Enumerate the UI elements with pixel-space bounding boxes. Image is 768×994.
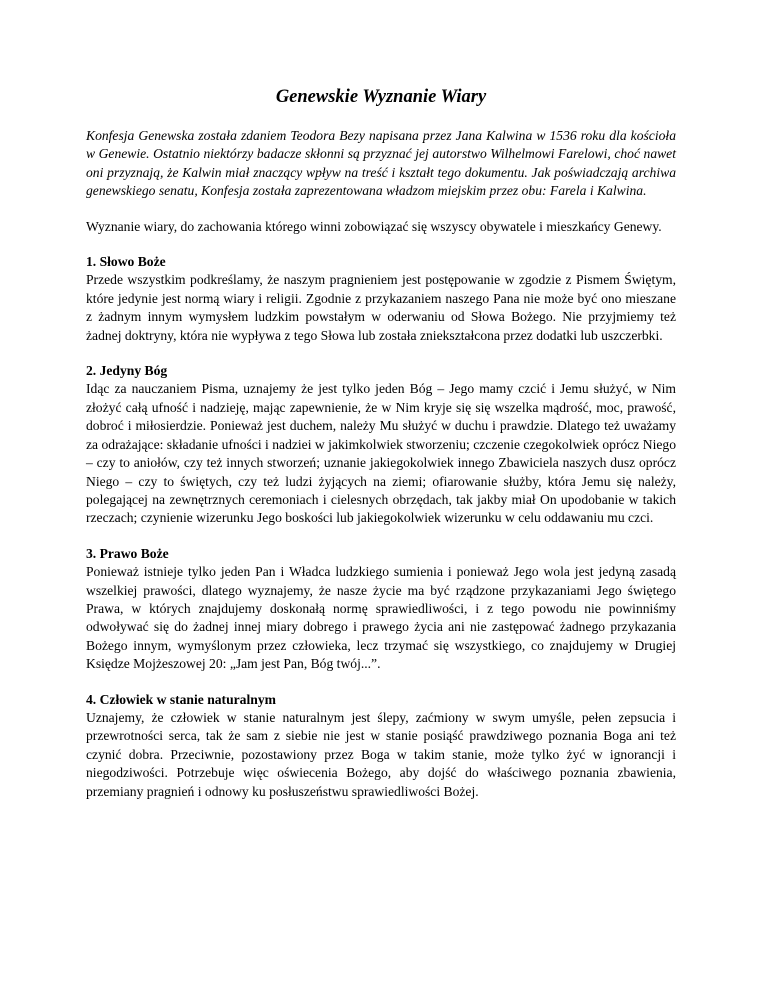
section-heading: 3. Prawo Boże [86, 545, 169, 561]
preamble-paragraph: Wyznanie wiary, do zachowania którego winni zobowiązać się wszyscy obywatele i mieszkańcy Genewy. [86, 218, 662, 234]
section-body: Idąc za nauczaniem Pisma, uznajemy że jest tylko jeden Bóg – Jego mamy czcić i Jemu służyć, w Nim złożyć całą ufność i nadzieję, mając zapewnienie, że w Nim kryje się się wszelka mądrość, moc, prawość, dobroć i miłosierdzie. Ponieważ jest duchem, należy Mu służyć w duchu i prawdzie. Dlatego też uważamy za odrażające: składanie ufności i nadziei w jakimkolwiek stworzeniu; czczenie czegokolwiek oprócz Niego – czy to aniołów, czy też innych stworzeń; uznanie jakiegokolwiek innego Zbawiciela naszych dusz oprócz Niego – czy to świętych, czy też ludzi żyjących na ziemi; ofiarowanie służby, która Jemu się należy, polegającej na zewnętrznych ceremoniach i cielesnych obrzędach, tak jakby miał On upodobanie w takich rzeczach; czynienie wizerunku Jego boskości lub jakiegokolwiek wizerunku w celu oddawaniu mu czci. [86, 381, 676, 526]
section-natural-man [86, 691, 676, 801]
section-body: Ponieważ istnieje tylko jeden Pan i Władca ludzkiego sumienia i ponieważ Jego wola jest jedyną zasadą wszelkiej prawości, dlatego wyznajemy, że nasze życie ma być rządzone przykazaniami Jego świętego Prawa, w których znajdujemy doskonałą normę sprawiedliwości, i z tego powodu nie powinniśmy odwoływać się do żadnej innej miary dobrego i prawego życia ani nie zastępować żadnego przykazania Bożego innym, wymyślonym przez człowieka, lecz trzymać się wszystkiego, co znajdujemy w Drugiej Księdze Mojżeszowej 20: „Jam jest Pan, Bóg twój...”. [86, 564, 676, 672]
document-title: Genewskie Wyznanie Wiary [275, 87, 487, 107]
section-heading: 2. Jedyny Bóg [86, 363, 168, 379]
intro-paragraph: Konfesja Genewska została zdaniem Teodora Bezy napisana przez Jana Kalwina w 1536 roku dla kościoła w Genewie. Ostatnio niektórzy badacze skłonni są przyznać jej autorstwo Wilhelmowi Farelowi, choć nawet oni przyznają, że Kalwin miał znaczący wpływ na treść i kształt tego dokumentu. Jak poświadczają archiwa genewskiego senatu, Konfesja została zaprezentowana władzom miejskim przez obu: Farela i Kalwina. [86, 128, 676, 199]
section-body: Uznajemy, że człowiek w stanie naturalnym jest ślepy, zaćmiony w swym umyśle, pełen zepsucia i przewrotności serca, tak że sam z siebie nie jest w stanie posiąść prawdziwego poznania Boga ani też czynić dobra. Przeciwnie, pozostawiony przez Boga w takim stanie, może tylko żyć w ignorancji i niegodziwości. Potrzebuje więc oświecenia Bożego, aby dojść do właściwego poznania zbawienia, przemiany pragnień i odnowy ku posłuszeństwu sprawiedliwości Bożej. [86, 709, 676, 799]
section-word-of-god [86, 253, 676, 345]
section-heading: 4. Człowiek w stanie naturalnym [86, 691, 276, 707]
section-heading: 1. Słowo Boże [86, 254, 166, 270]
section-body: Przede wszystkim podkreślamy, że naszym pragnieniem jest postępowanie w zgodzie z Pismem Świętym, które jedynie jest normą wiary i religii. Zgodnie z przykazaniem naszego Pana nie może być ono mieszane z żadnym innym wymysłem ludzkim powstałym w oderwaniu od Słowa Bożego. Nie przyjmiemy też żadnej doktryny, która nie wypływa z tego Słowa lub została zniekształcona przez dodatki lub uszczerbki. [86, 272, 676, 343]
section-law-of-god [86, 545, 676, 674]
section-one-god [86, 362, 676, 528]
